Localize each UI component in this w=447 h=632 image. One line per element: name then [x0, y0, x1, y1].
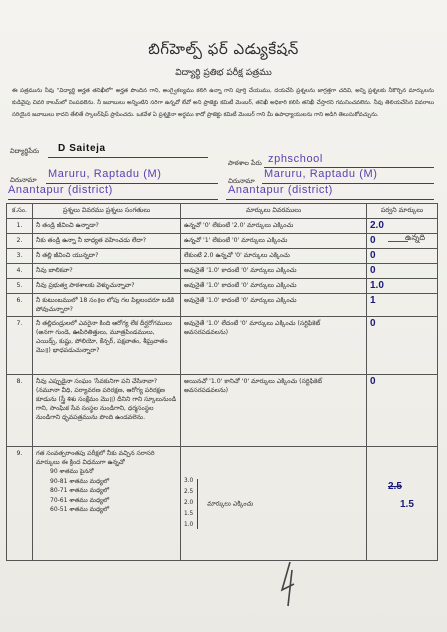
row-mark: 0	[370, 318, 376, 329]
row-question: నీవు ఎప్పుడైనా సంఘం 'సేవకునిగా పని చేసినావా? (నమూనా వీధి, పర్యావరణ పరిరక్షణ, ఆరోగ్య పరిరక్షణ కూడును (స్త్రీ శిశు సంక్షేమం మొ॥) దీనిని గాని స్కూలునుండి గాని, సాంఘిక సేవ సంస్థల నుండిగాని, ధర్మసంస్థల నుండిగాని ధృవపత్రమును పొంది ఉండవలెను.	[33, 375, 181, 447]
header-marks: పర్వని మార్కులు	[367, 204, 438, 219]
row-criteria: లేకుంటే 2.0 ఉన్నచో '0' మార్కులు ఎక్కించు	[181, 249, 367, 264]
row-question: నీ తల్లి జీవించి యున్నదా?	[33, 249, 181, 264]
row-number: 9.	[7, 447, 33, 561]
score-value: 2.0	[184, 500, 194, 506]
row-criteria: అవునైతే '1.0' కాదంటే '0' మార్కులు ఎక్కించు	[181, 279, 367, 294]
table-row	[7, 234, 438, 249]
school-name-value: zphschool	[268, 153, 323, 165]
score-ranges-list	[36, 467, 177, 515]
table-row	[7, 375, 438, 447]
form-subtitle: విద్యార్థి ప్రతిభ పరీక్ష పత్రము	[175, 68, 272, 78]
address-line1: Maruru, Raptadu (M)	[48, 168, 162, 180]
row-mark: 1.0	[370, 280, 384, 291]
table-row	[7, 279, 438, 294]
row-mark: 0	[370, 235, 376, 246]
table-row	[7, 294, 438, 317]
row-number: 4.	[7, 264, 33, 279]
row-criteria: అవునైతే '1.0' లేదంటే '0' మార్కులు ఎక్కించు (సర్టిఫికెట్ అవసరపడవలను)	[181, 317, 367, 375]
row-question: నీ తల్లిదండ్రులలో ఎవరైనా కింది ఆరోగ్య లేక దీర్ఘరోగములు (అనగా గుండె, ఊపిరితిత్తులు, మూత్రపిండములు, ఎయిడ్స్, కుష్టు, పోలియో, కేన్సర్, పక్షవాతం, శీఘ్రవాతం మొ॥) భాధపడుచున్నారా?	[33, 317, 181, 375]
row-number: 8.	[7, 375, 33, 447]
score-range: 90-81 శాతము మధ్యలో	[50, 477, 110, 485]
row-question: నీవు ప్రభుత్వ పాఠశాలకు వెళ్ళుచున్నావా?	[33, 279, 181, 294]
row-question: నీ కుటుంబములో 18 సం॥ల లోపు గల పిల్లలందరూ బడికి పోవుచున్నారా?	[33, 294, 181, 317]
margin-note: ఉన్నది	[405, 233, 426, 242]
table-header-row	[7, 204, 438, 219]
score-value: 1.0	[184, 522, 194, 528]
table-row	[7, 219, 438, 234]
table-row	[7, 264, 438, 279]
row-mark: 0	[370, 265, 376, 276]
row-mark: 1.5	[400, 498, 414, 510]
school-address-label: చిరునామా	[228, 177, 255, 185]
form-title: బిగ్‌హెల్ప్ ఫర్ ఎడ్యుకేషన్	[148, 40, 299, 58]
score-value: 3.0	[184, 478, 194, 484]
row-criteria: ఉన్నచో '0' లేకుంటే '2.0' మార్కులు ఎక్కించు	[181, 219, 367, 234]
table-row	[7, 317, 438, 375]
header-question: ప్రశ్నలు వివరము ప్రశ్నలు సంగతులు	[33, 204, 181, 219]
row-number: 5.	[7, 279, 33, 294]
row-criteria: అవునైతే '1.0' కాదంటే '0' మార్కులు ఎక్కించు	[181, 264, 367, 279]
row-criteria: మార్కులు ఎక్కించు	[207, 500, 254, 508]
struck-mark: 2.5	[388, 480, 402, 492]
address-label: చిరునామా	[10, 176, 37, 184]
score-values	[184, 476, 193, 531]
student-name-value: D Saiteja	[58, 143, 106, 154]
row-mark: 0	[370, 376, 376, 387]
student-name-line	[48, 157, 208, 158]
table-row	[7, 447, 438, 561]
row-mark: 2.0	[370, 220, 384, 231]
header-criteria: మార్కులు వివరములు	[181, 204, 367, 219]
row-criteria: అయినచో '1.0' కానిచో '0' మార్కులు ఎక్కించు (సర్టిఫికెట్ అవసరపడవలను)	[181, 375, 367, 447]
score-range: 70-61 శాతము మధ్యలో	[50, 496, 110, 504]
instructions-paragraph: ఈ పత్రమును నీవు "విద్యార్థి అర్హత తనిఖీలో" అర్హత పొందిన గాని, అంగ్వైకల్యము కలిగి ఉన్నా గాని పూర్తి చేయుము, దయచేసి ప్రశ్నలను జాగ్రత్తగా చదివి, అన్ని ప్రశ్నలకు నీకొర్చిన మార్కులను కుడివైపు చివరి కాలమ్‌లో నింపవలెను. నీ జవాబులు అన్నింటిని సరిగా ఉన్నవో లేవో అని ప్రాజెక్టు కమిటీ మెంబర్, తనిఖీ అధికారి కలిసి తనిఖీ చేస్తారని గమనించవలెను. నీవు తెలియచేసిన వివరాలు సరియైన జవాబులు కాదని తేలితే స్కాలర్‌షిప్ ప్రాపించదు. ఒకవేళ ఏ ప్రశ్నకైనా అర్థము కాదో ప్రాజెక్టు కమిటీ మెంబర్ గాని మీ ఉపాధ్యాయులను గాని అడిగి తెలుసుకోవచ్చును.	[12, 88, 434, 118]
row-criteria: అవునైతే '1.0' కాదంటే '0' మార్కులు ఎక్కించు	[181, 294, 367, 317]
row-question: గత సంవత్సరాంతపు పరీక్షలో నీకు వచ్చిన సరాసరి మార్కులు ఈ క్రింద విధముగా ఉన్నచో	[36, 450, 155, 466]
row-question: నీ తండ్రి జీవించి ఉన్నాడా?	[33, 219, 181, 234]
row-criteria: ఉన్నచో '1' లేకుంటే '0' మార్కులు ఎక్కించు	[181, 234, 367, 249]
row-mark: 1	[370, 295, 376, 306]
row-number: 3.	[7, 249, 33, 264]
student-name-label: విద్యార్థిపేరు	[10, 147, 39, 155]
scale-brace	[197, 479, 203, 529]
row-mark: 0	[370, 250, 376, 261]
address-line2-rule	[8, 199, 218, 200]
score-value: 1.5	[184, 511, 194, 517]
signature-scribble	[270, 560, 310, 610]
table-row	[7, 249, 438, 264]
score-range: 90 శాతము పైననో	[50, 468, 94, 475]
school-address-line2-rule	[226, 199, 434, 200]
school-address-line1: Maruru, Raptadu (M)	[264, 168, 378, 180]
school-name-label: పాఠశాల పేరు	[228, 159, 262, 167]
address-line2: Anantapur (district)	[8, 184, 113, 196]
questions-table	[6, 203, 438, 561]
row-number: 6.	[7, 294, 33, 317]
row-number: 7.	[7, 317, 33, 375]
row-question: నీకు తండ్రి ఉన్నా నీ బాధ్యత వహించడు లేదా?	[33, 234, 181, 249]
header-serial: క.సం.	[7, 204, 33, 219]
score-range: 60-51 శాతము మధ్యలో	[50, 506, 110, 514]
row-question: నీవు బాలికవా?	[33, 264, 181, 279]
score-range: 80-71 శాతము మధ్యలో	[50, 487, 110, 495]
margin-stroke	[388, 241, 408, 242]
row-number: 1.	[7, 219, 33, 234]
school-address-line2: Anantapur (district)	[228, 184, 333, 196]
score-value: 2.5	[184, 489, 194, 495]
row-number: 2.	[7, 234, 33, 249]
